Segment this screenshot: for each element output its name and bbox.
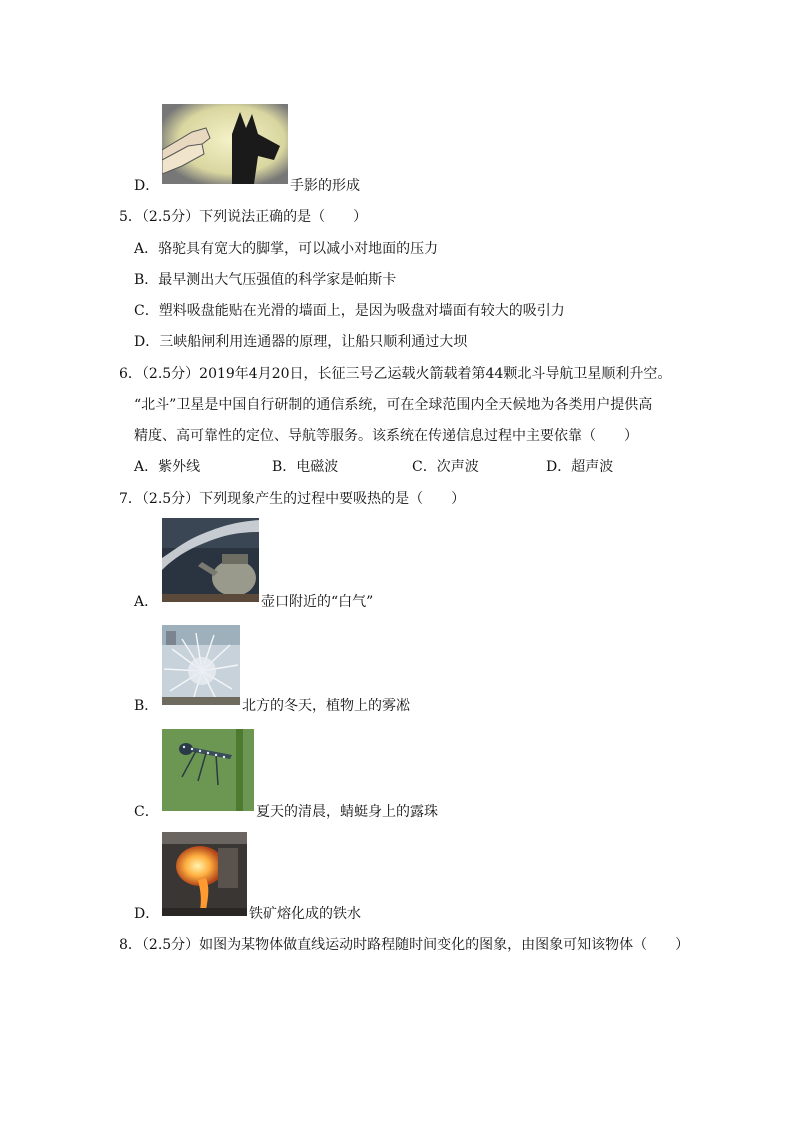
kettle-steam-photo xyxy=(162,518,259,602)
q5-stem: 5．（2.5分）下列说法正确的是（ ） xyxy=(119,209,368,225)
q7-stem: 7．（2.5分）下列现象产生的过程中要吸热的是（ ） xyxy=(119,491,466,507)
q6-stem-line-3: 精度、高可靠性的定位、导航等服务。该系统在传递信息过程中主要依靠（ ） xyxy=(134,428,638,444)
q5-option-d: D．三峡船闸利用连通器的原理，让船只顺利通过大坝 xyxy=(134,334,468,350)
q6-stem-line-2: “北斗”卫星是中国自行研制的通信系统，可在全球范围内全天候地为各类用户提供高 xyxy=(134,397,653,413)
q5-option-c: C．塑料吸盘能贴在光滑的墙面上，是因为吸盘对墙面有较大的吸引力 xyxy=(134,303,565,319)
q7-option-b-text: 北方的冬天，植物上的雾凇 xyxy=(242,698,410,714)
q5-option-a: A．骆驼具有宽大的脚掌，可以减小对地面的压力 xyxy=(134,241,439,257)
q4-option-d-letter: D． xyxy=(134,178,160,194)
q5-option-b: B．最早测出大气压强值的科学家是帕斯卡 xyxy=(134,272,397,288)
dragonfly-dew-photo xyxy=(162,729,254,811)
q6-option-d: D．超声波 xyxy=(546,459,614,475)
q7-option-c-text: 夏天的清晨，蜻蜓身上的露珠 xyxy=(256,804,438,820)
q7-option-d-letter: D． xyxy=(134,906,160,922)
rime-frost-photo xyxy=(162,625,240,705)
q7-option-a-text: 壶口附近的“白气” xyxy=(261,594,374,610)
q6-option-a: A．紫外线 xyxy=(134,459,201,475)
molten-iron-photo xyxy=(162,832,247,916)
q4-option-d-text: 手影的形成 xyxy=(290,178,360,194)
q7-option-a-letter: A． xyxy=(134,594,159,610)
hand-shadow-photo xyxy=(162,104,288,184)
q7-option-c-letter: C． xyxy=(134,804,159,820)
q6-option-b: B．电磁波 xyxy=(272,459,339,475)
q7-option-d-text: 铁矿熔化成的铁水 xyxy=(249,906,361,922)
q7-option-b-letter: B． xyxy=(134,698,159,714)
q8-stem: 8．（2.5分）如图为某物体做直线运动时路程随时间变化的图象，由图象可知该物体（ ） xyxy=(119,937,690,953)
q6-stem-line-1: 6．（2.5分）2019年4月20日，长征三号乙运载火箭载着第44颗北斗导航卫星顺利升空。 xyxy=(119,366,672,382)
q6-option-c: C．次声波 xyxy=(412,459,479,475)
